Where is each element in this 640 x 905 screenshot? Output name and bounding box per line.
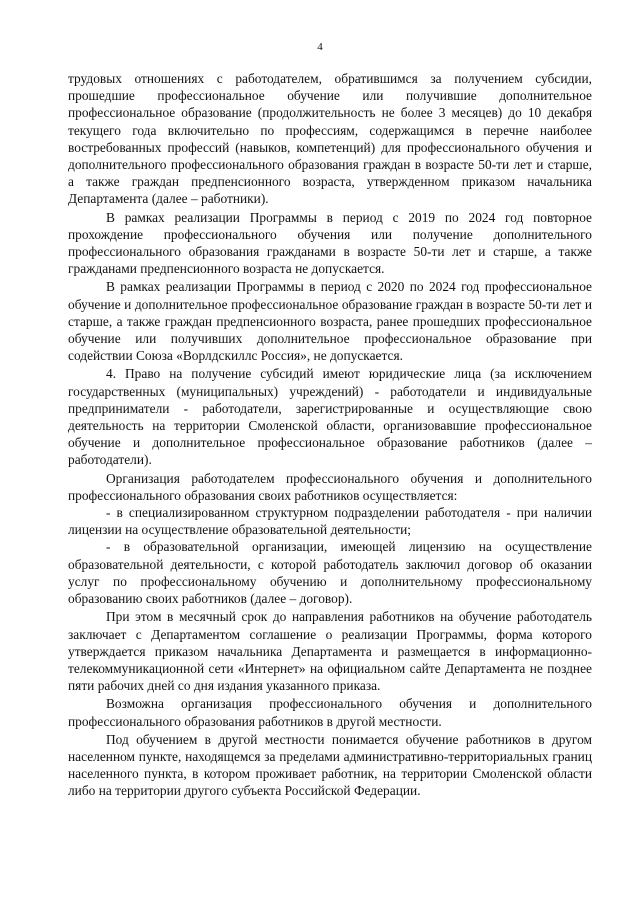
paragraph-definition: Под обучением в другой местности понимается обучение работников в другом населенном пункте, находящемся за пределами административно-территориальных границ населенного пункта, в котором проживает работник, на территории Смоленской области либо на территории другого субъекта Российской Федерации. [68,731,592,799]
paragraph-2019-2024: В рамках реализации Программы в период с 2019 по 2024 год повторное прохождение профессионального обучения или получение дополнительного профессионального образования гражданами в возрасте 50-ти лет и старше, а также гражданами предпенсионного возраста не допускается. [68,209,592,277]
paragraph-other-location: Возможна организация профессионального обучения и дополнительного профессионального образования работников в другой местности. [68,696,592,729]
page-number: 4 [317,41,323,53]
paragraph-continuation: трудовых отношениях с работодателем, обратившимся за получением субсидии, прошедшие профессиональное обучение или получившие дополнительное профессиональное образование (продолжительность не более 3 месяцев) до 10 декабря текущего года включительно по профессиям, содержащимся в перечне наиболее востребованных профессий (навыков, компетенций) для профессионального обучения и дополнительного профессионального образования граждан в возрасте 50-ти лет и старше, а также граждан предпенсионного возраста, утвержденном приказом начальника Департамента (далее – работники). [68,71,592,207]
paragraph-organization: Организация работодателем профессионального обучения и дополнительного профессионального образования своих работников осуществляется: [68,470,592,503]
paragraph-list-item-1: - в специализированном структурном подразделении работодателя - при наличии лицензии на осуществление образовательной деятельности; [68,505,592,538]
paragraph-2020-2024: В рамках реализации Программы в период с 2020 по 2024 год профессиональное обучение и дополнительное профессиональное образование граждан в возрасте 50-ти лет и старше, а также граждан предпенсионного возраста, ранее прошедших профессиональное обучение или получивших дополнительное профессиональное образование при содействии Союза «Ворлдскиллс Россия», не допускается. [68,279,592,364]
paragraph-clause-4: 4. Право на получение субсидий имеют юридические лица (за исключением государственных (муниципальных) учреждений) - работодатели и индивидуальные предприниматели - работодатели, зарегистрированные и осуществляющие свою деятельность на территории Смоленской области, организовавшие профессиональное обучение и дополнительное профессиональное образование работников (далее – работодатели). [68,366,592,468]
paragraph-list-item-2: - в образовательной организации, имеющей лицензию на осуществление образовательной деятельности, с которой работодатель заключил договор об оказании услуг по профессиональному обучению и дополнительному профессиональному образованию своих работников (далее – договор). [68,539,592,607]
document-body [68,70,592,800]
paragraph-agreement: При этом в месячный срок до направления работников на обучение работодатель заключает с Департаментом соглашение о реализации Программы, форма которого утверждается приказом начальника Департамента и размещается в информационно-телекоммуникационной сети «Интернет» на официальном сайте Департамента не позднее пяти рабочих дней со дня издания указанного приказа. [68,609,592,694]
